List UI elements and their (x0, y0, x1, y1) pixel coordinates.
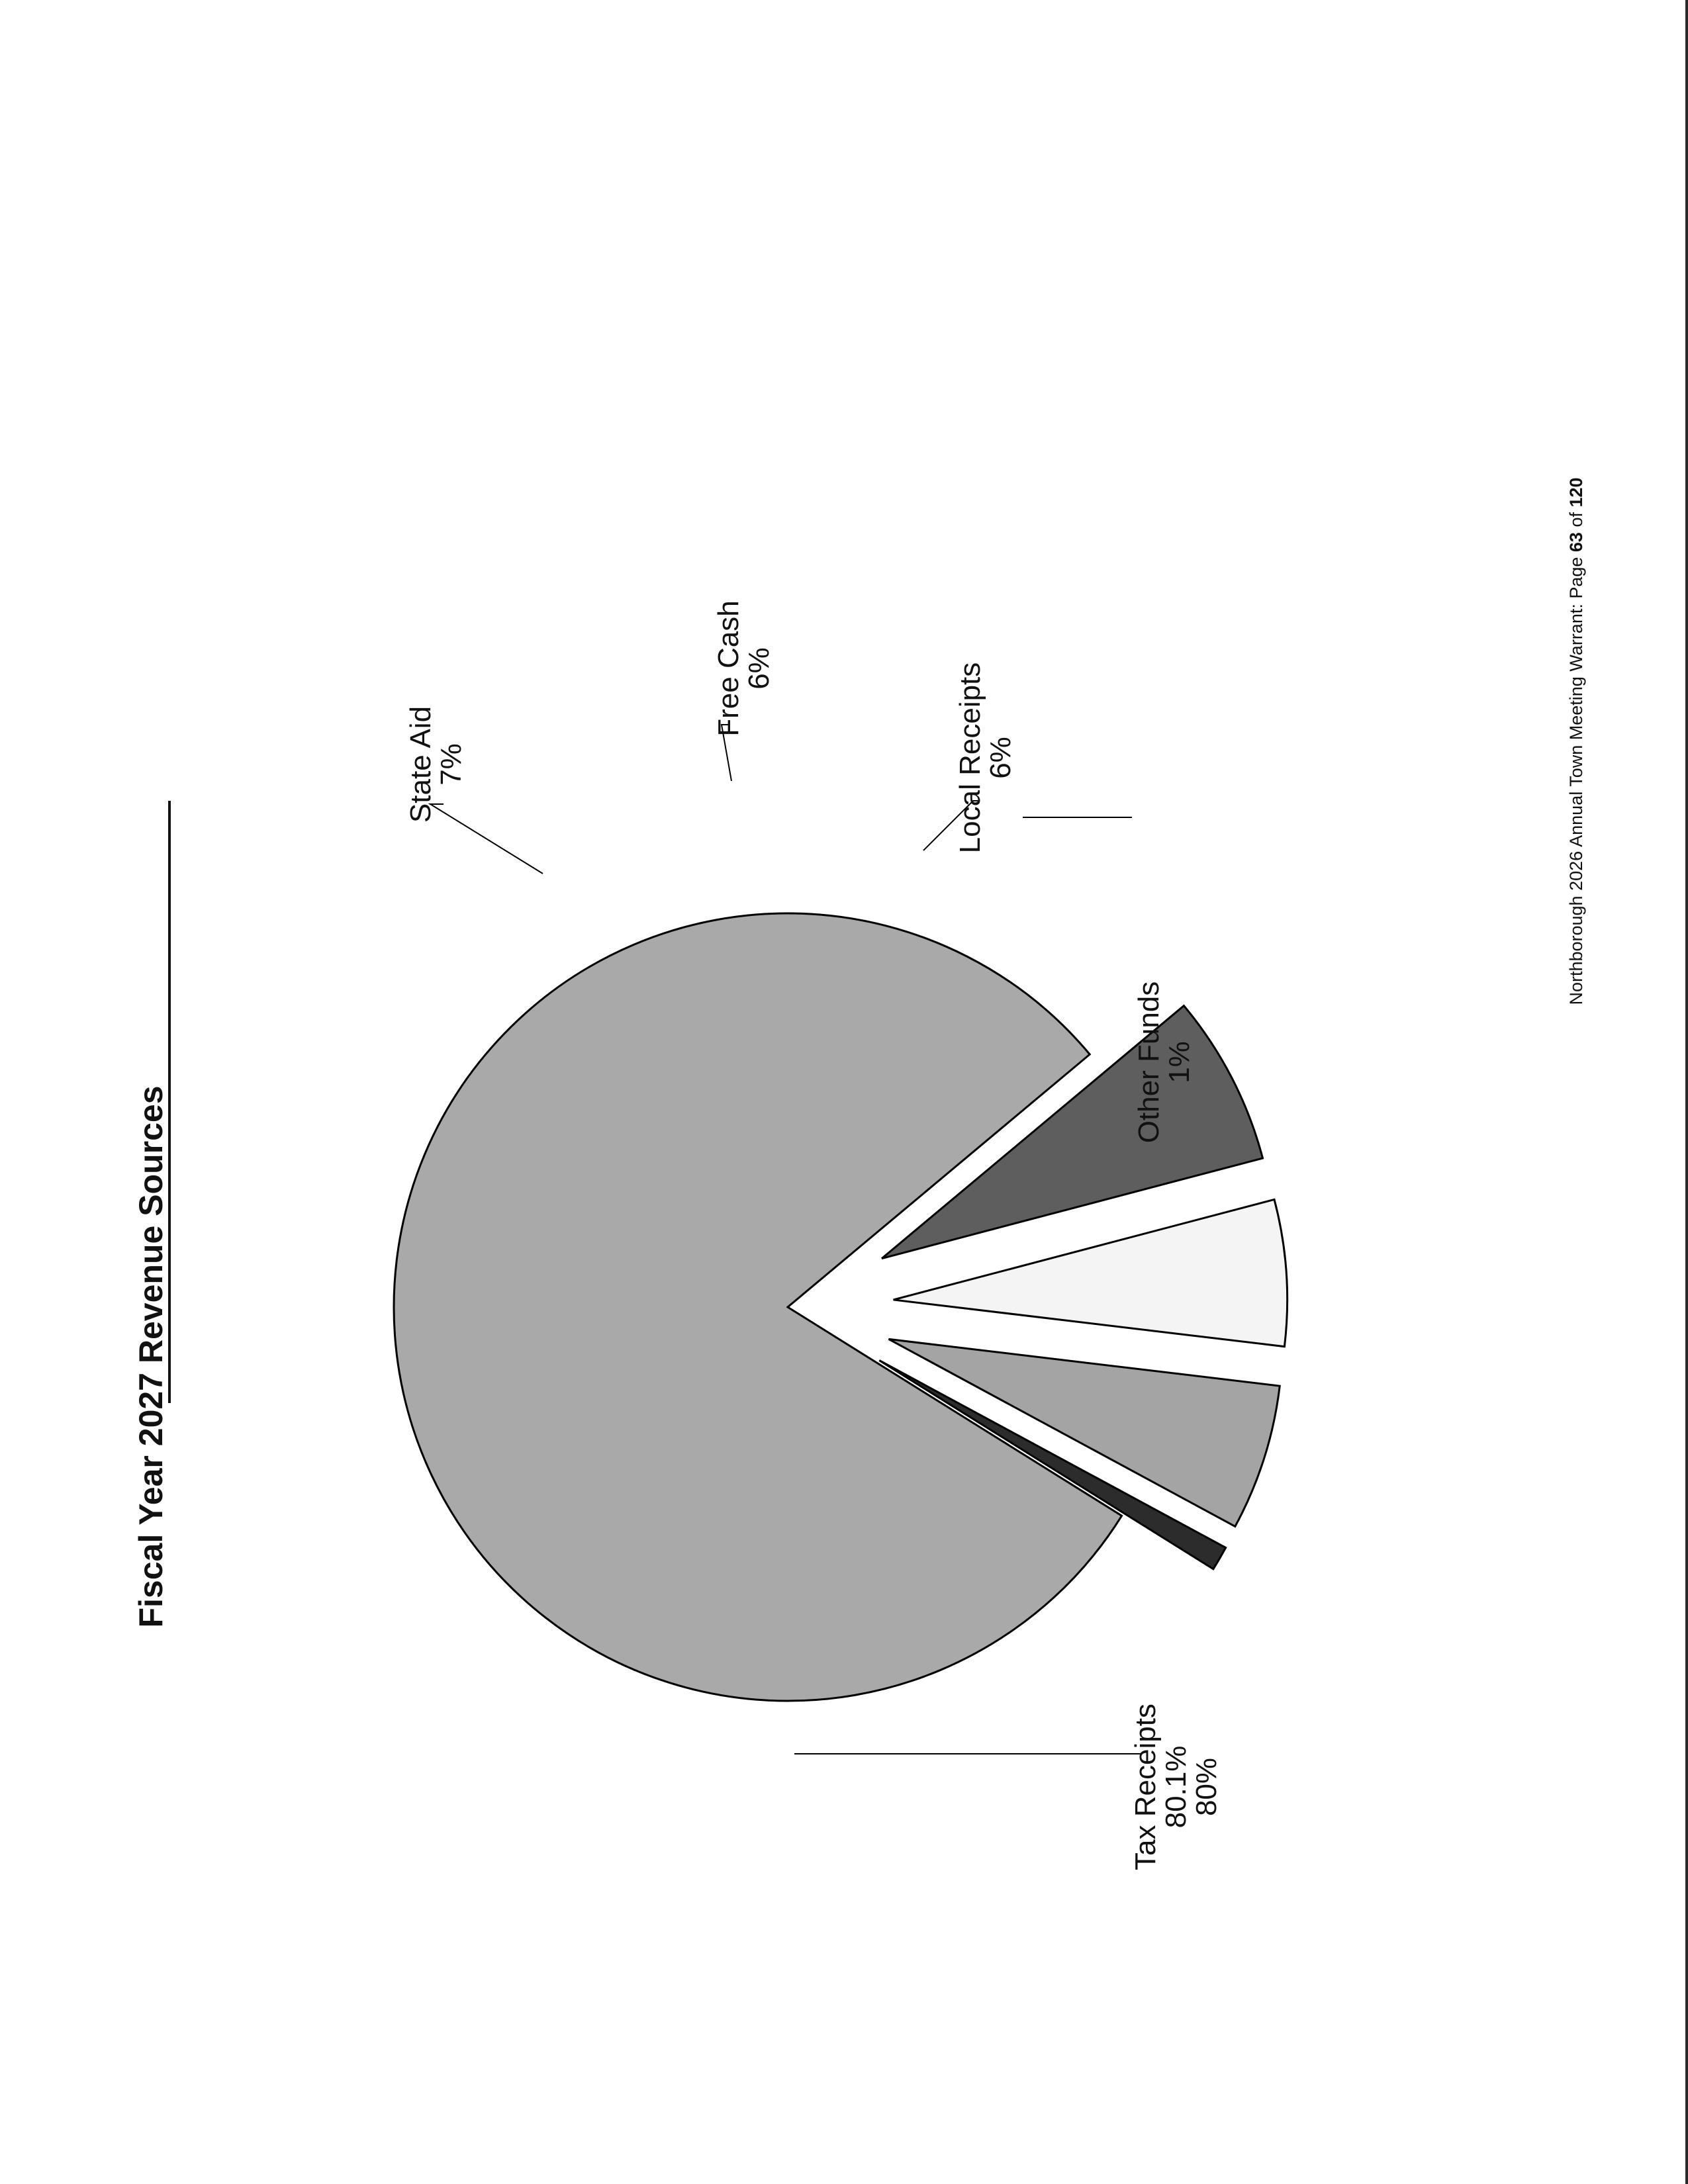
footer-page-number: 63 (1566, 532, 1586, 553)
scan-edge (1685, 0, 1688, 2184)
slice-label-tax-receipts: Tax Receipts (1129, 1704, 1162, 1870)
slice-value-state-aid: 7% (435, 743, 467, 786)
slice-label-free-cash: Free Cash (712, 600, 745, 737)
slice-value-tax-receipts: 80.1% (1160, 1745, 1192, 1829)
leader-line-state-aid (430, 804, 543, 874)
slice-value-other-funds: 1% (1163, 1041, 1196, 1083)
footer-page-total: 120 (1566, 477, 1586, 508)
slice-value-free-cash: 6% (743, 647, 775, 690)
footer-of: of (1566, 507, 1586, 533)
chart-title: Fiscal Year 2027 Revenue Sources (132, 1085, 169, 1628)
slice-value-local-receipts: 6% (984, 737, 1017, 779)
slice-label-other-funds: Other Funds (1133, 981, 1165, 1144)
footer-prefix: Northborough 2026 Annual Town Meeting Warrant: Page (1566, 552, 1586, 1005)
slice-label-state-aid: State Aid (404, 705, 437, 823)
page-footer (1566, 477, 1586, 1005)
slice-value-tax-receipts: 80% (1190, 1757, 1223, 1817)
slice-label-local-receipts: Local Receipts (954, 662, 986, 854)
